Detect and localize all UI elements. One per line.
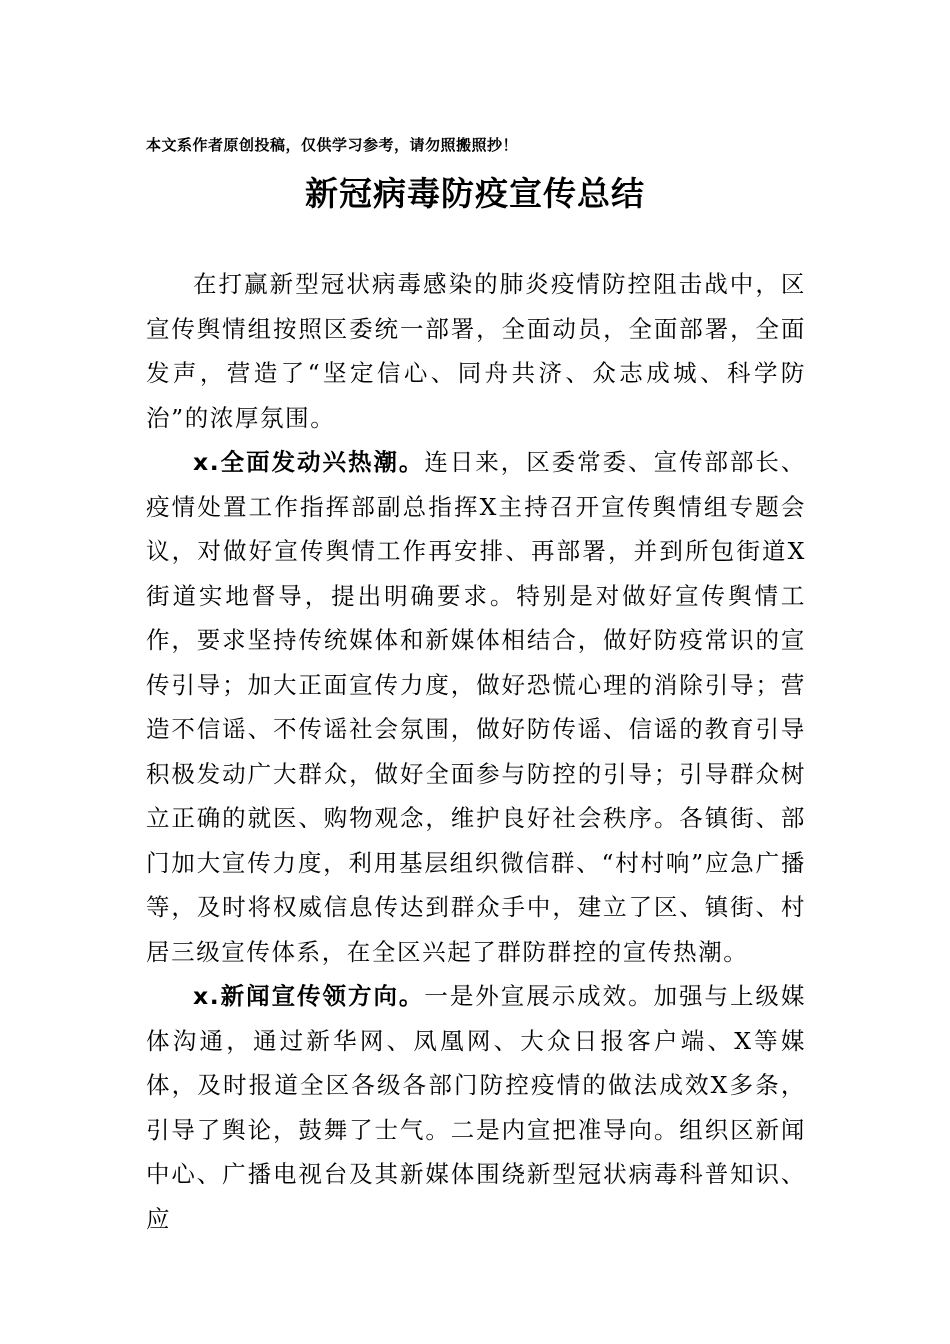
paragraph [146,974,806,1241]
paragraph [146,262,806,440]
paragraph-text: 在打赢新型冠状病毒感染的肺炎疫情防控阻击战中，区宣传舆情组按照区委统一部署，全面动员，全面部署，全面发声，营造了“坚定信心、同舟共济、众志成城、科学防治”的浓厚氛围。 [146,270,806,432]
paragraph [146,440,806,974]
section-heading: x.新闻宣传领方向。 [193,982,425,1010]
section-heading: x.全面发动兴热潮。 [193,448,425,476]
disclaimer-text: 本文系作者原创投稿，仅供学习参考，请勿照搬照抄！ [146,136,519,154]
paragraph-text: 一是外宣展示成效。加强与上级媒体沟通，通过新华网、凤凰网、大众日报客户端、X等媒体，及时报道全区各级各部门防控疫情的做法成效X多条，引导了舆论，鼓舞了士气。二是内宣把准导向。组织区新闻中心、广播电视台及其新媒体围绕新型冠状病毒科普知识、应 [146,982,806,1233]
paragraph-text: 连日来，区委常委、宣传部部长、疫情处置工作指挥部副总指挥X主持召开宣传舆情组专题会议，对做好宣传舆情工作再安排、再部署，并到所包街道X街道实地督导，提出明确要求。特别是对做好宣传舆情工作，要求坚持传统媒体和新媒体相结合，做好防疫常识的宣传引导；加大正面宣传力度，做好恐慌心理的消除引导；营造不信谣、不传谣社会氛围，做好防传谣、信谣的教育引导积极发动广大群众，做好全面参与防控的引导；引导群众树立正确的就医、购物观念，维护良好社会秩序。各镇街、部门加大宣传力度，利用基层组织微信群、“村村响”应急广播等，及时将权威信息传达到群众手中，建立了区、镇街、村居三级宣传体系，在全区兴起了群防群控的宣传热潮。 [146,448,806,966]
page-title: 新冠病毒防疫宣传总结 [305,174,645,213]
document-body [146,262,806,1241]
